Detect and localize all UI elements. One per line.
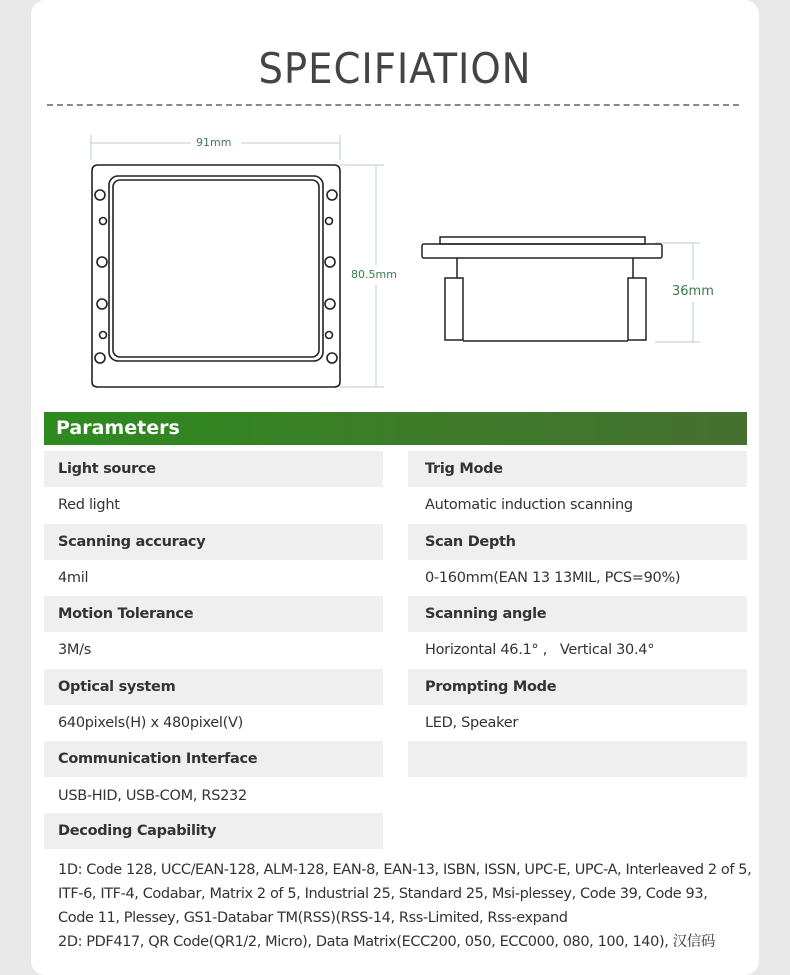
param-label: Communication Interface xyxy=(44,741,383,777)
param-value: 4mil xyxy=(58,570,89,586)
param-label: Scanning accuracy xyxy=(44,524,383,560)
decode-line: 1D: Code 128, UCC/EAN-128, ALM-128, EAN-8, EAN-13, ISBN, ISSN, UPC-E, UPC-A, Interleaved 2 of 5, xyxy=(58,862,752,878)
parameters-title: Parameters xyxy=(56,417,180,439)
param-value: Horizontal 46.1° , Vertical 30.4° xyxy=(425,642,655,658)
side-view-icon xyxy=(422,237,662,341)
param-value: LED, Speaker xyxy=(425,715,519,731)
decode-line: Code 11, Plessey, GS1-Databar TM(RSS)(RSS-14, Rss-Limited, Rss-expand xyxy=(58,910,568,926)
depth-dimension: 36mm xyxy=(672,284,714,299)
decoding-capability-text xyxy=(58,858,758,954)
front-view-icon xyxy=(92,165,340,387)
param-label: Motion Tolerance xyxy=(44,596,383,632)
param-label: Trig Mode xyxy=(408,451,747,487)
param-label: Decoding Capability xyxy=(44,813,383,849)
decode-line: 2D: PDF417, QR Code(QR1/2, Micro), Data Matrix(ECC200, 050, ECC000, 080, 100, 140), 汉信码 xyxy=(58,934,715,950)
param-value: 0-160mm(EAN 13 13MIL, PCS=90%) xyxy=(425,570,681,586)
param-label-empty xyxy=(408,741,747,777)
parameters-header xyxy=(44,412,747,445)
param-label: Optical system xyxy=(44,669,383,705)
dimension-drawing xyxy=(0,0,790,400)
decode-line: ITF-6, ITF-4, Codabar, Matrix 2 of 5, Industrial 25, Standard 25, Msi-plessey, Code 39, Code 93, xyxy=(58,886,708,902)
param-label: Light source xyxy=(44,451,383,487)
param-label: Scan Depth xyxy=(408,524,747,560)
param-label: Prompting Mode xyxy=(408,669,747,705)
width-dimension: 91mm xyxy=(196,136,232,149)
param-value: 640pixels(H) x 480pixel(V) xyxy=(58,715,243,731)
param-value: Automatic induction scanning xyxy=(425,497,633,513)
param-value: Red light xyxy=(58,497,120,513)
height-dimension: 80.5mm xyxy=(351,268,397,281)
param-label: Scanning angle xyxy=(408,596,747,632)
param-value: USB-HID, USB-COM, RS232 xyxy=(58,788,247,804)
page-title: SPECIFIATION xyxy=(258,44,532,93)
param-value: 3M/s xyxy=(58,642,91,658)
